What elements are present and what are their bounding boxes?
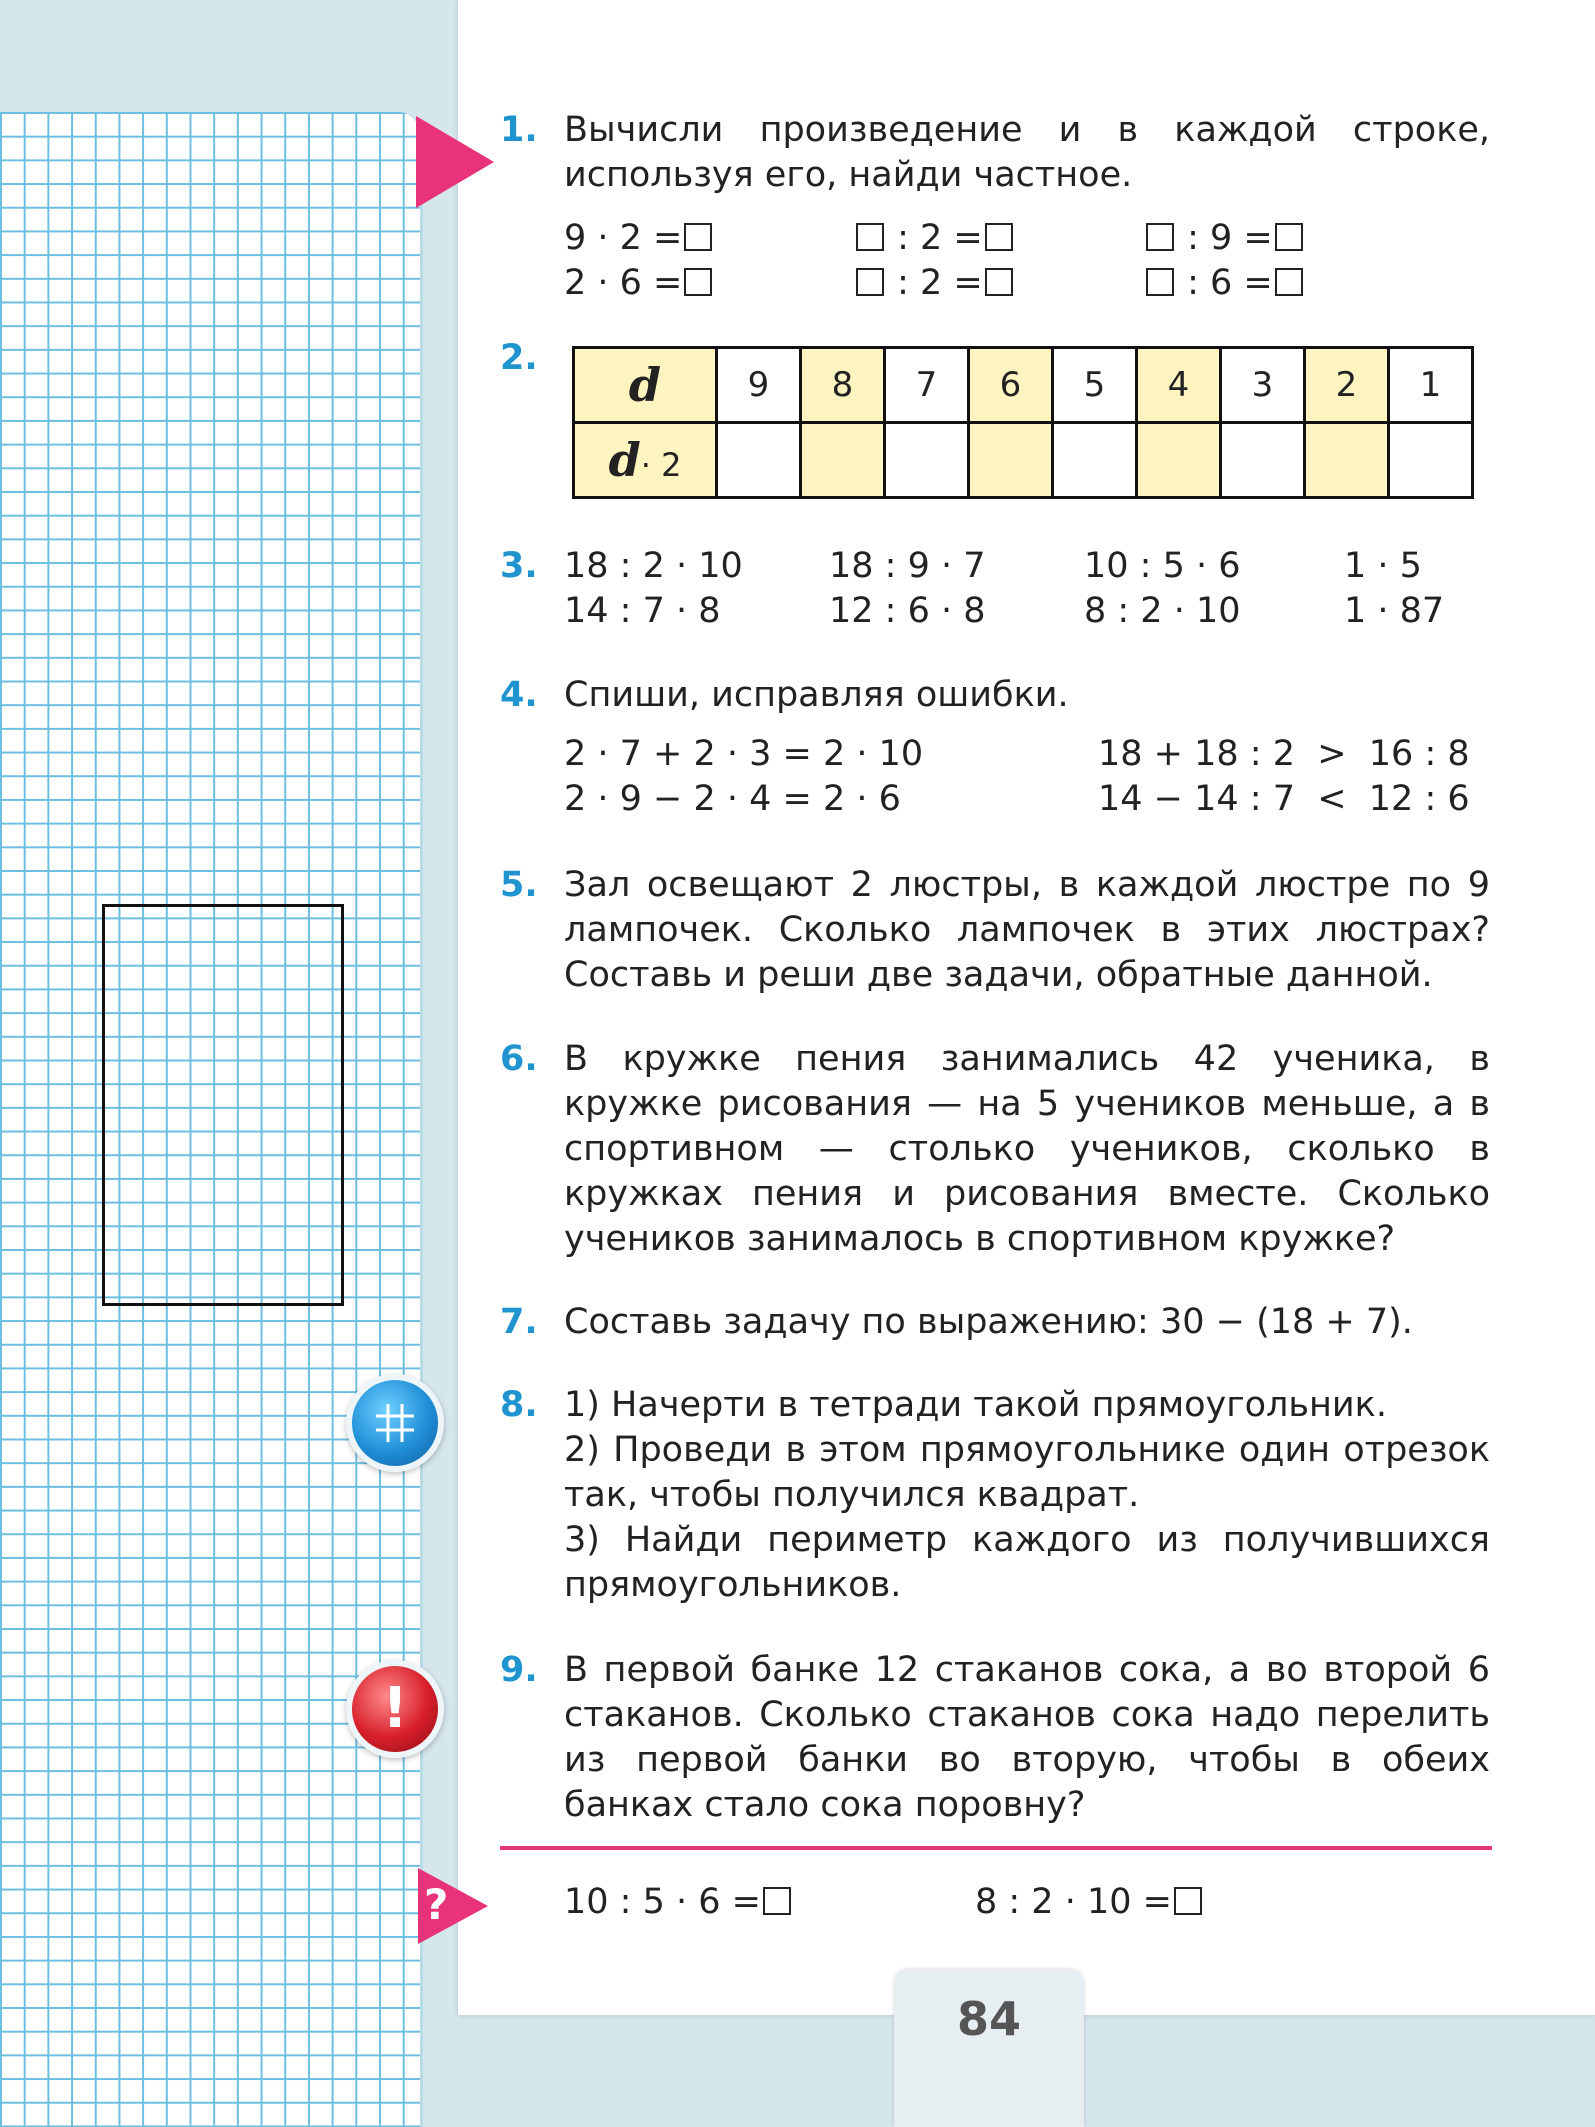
empty-cell bbox=[1389, 423, 1473, 498]
task-1 bbox=[500, 108, 1490, 306]
expression-row bbox=[564, 544, 1490, 589]
equation: 18 + 18 : 2 > 16 : 8 bbox=[1098, 734, 1470, 774]
task-number: 7. bbox=[500, 1302, 538, 1342]
table-cell: 7 bbox=[885, 348, 969, 423]
task-number: 8. bbox=[500, 1385, 538, 1425]
task-9-text: В первой банке 12 стаканов сока, а во второй 6 стаканов. Сколько стаканов сока надо перелить из первой банки во вторую, чтобы в обеих банках стало сока поровну? bbox=[564, 1650, 1490, 1825]
task-4 bbox=[500, 673, 1490, 822]
equation: 14 − 14 : 7 < 12 : 6 bbox=[1098, 779, 1470, 819]
task-4-text: Спиши, исправляя ошибки. bbox=[564, 675, 1069, 715]
task-number: 2. bbox=[500, 338, 538, 378]
equation: : 6 = bbox=[1176, 263, 1273, 303]
empty-cell bbox=[1137, 423, 1221, 498]
expression: 18 : 9 · 7 bbox=[829, 546, 986, 586]
empty-cell bbox=[969, 423, 1053, 498]
task-number: 5. bbox=[500, 865, 538, 905]
answer-box bbox=[1275, 268, 1303, 296]
page-number: 84 bbox=[956, 1992, 1021, 2046]
empty-cell bbox=[801, 423, 885, 498]
answer-box bbox=[1146, 268, 1174, 296]
multiplication-table bbox=[572, 346, 1474, 499]
empty-cell bbox=[1305, 423, 1389, 498]
grid-icon bbox=[346, 1374, 444, 1472]
task-5-text: Зал освещают 2 люстры, в каждой люстре по 9 лампочек. Сколько лампочек в этих люстрах? Составь и реши две задачи, обратные данной. bbox=[564, 865, 1490, 995]
equation-row bbox=[564, 261, 1490, 306]
check-equation bbox=[564, 1882, 793, 1922]
task-5 bbox=[500, 863, 1490, 998]
task-3 bbox=[500, 544, 1490, 634]
equation: 2 · 9 − 2 · 4 = 2 · 6 bbox=[564, 779, 901, 819]
task-number: 3. bbox=[500, 546, 538, 586]
answer-box bbox=[856, 223, 884, 251]
task-number: 4. bbox=[500, 675, 538, 715]
task-1-text: Вычисли произведение и в каждой строке, используя его, найди частное. bbox=[564, 110, 1490, 195]
equation-row bbox=[564, 732, 1490, 777]
empty-cell bbox=[1053, 423, 1137, 498]
answer-box bbox=[1174, 1887, 1202, 1915]
task-number: 6. bbox=[500, 1039, 538, 1079]
task-8-line: 1) Начерти в тетради такой прямоугольник. bbox=[564, 1385, 1387, 1425]
expression: 10 : 5 · 6 bbox=[1084, 546, 1241, 586]
task-8-line: 3) Найди периметр каждого из получившихся прямоугольников. bbox=[564, 1520, 1490, 1605]
task-6-text: В кружке пения занимались 42 ученика, в кружке рисования — на 5 учеников меньше, а в спортивном — столько учеников, сколько в кружках пения и рисования вместе. Сколько учеников занималось в спортивном кружке? bbox=[564, 1039, 1490, 1259]
expression: 1 · 87 bbox=[1344, 591, 1445, 631]
equation: 2 · 7 + 2 · 3 = 2 · 10 bbox=[564, 734, 924, 774]
exclamation-icon: ! bbox=[346, 1660, 444, 1758]
expression: 18 : 2 · 10 bbox=[564, 546, 743, 586]
answer-box bbox=[985, 223, 1013, 251]
table-cell: 5 bbox=[1053, 348, 1137, 423]
task-8-line: 2) Проведи в этом прямоугольнике один отрезок так, чтобы получился квадрат. bbox=[564, 1430, 1490, 1515]
table-row bbox=[574, 348, 1473, 423]
answer-box bbox=[763, 1887, 791, 1915]
table-cell: 1 bbox=[1389, 348, 1473, 423]
equation-row bbox=[564, 216, 1490, 261]
multiplier-label: · 2 bbox=[640, 446, 682, 484]
empty-cell bbox=[717, 423, 801, 498]
answer-box bbox=[1275, 223, 1303, 251]
table-cell: 4 bbox=[1137, 348, 1221, 423]
table-cell: 3 bbox=[1221, 348, 1305, 423]
section-divider bbox=[500, 1846, 1492, 1850]
page-number-tab bbox=[894, 1970, 1084, 2127]
equation: : 2 = bbox=[886, 218, 983, 258]
expression: 8 : 2 · 10 bbox=[1084, 591, 1241, 631]
question-mark-glyph: ? bbox=[424, 1880, 449, 1929]
table-cell: 9 bbox=[717, 348, 801, 423]
empty-cell bbox=[1221, 423, 1305, 498]
equation: 9 · 2 = bbox=[564, 218, 683, 258]
triangle-marker-icon bbox=[416, 116, 494, 208]
expression-row bbox=[564, 589, 1490, 634]
rectangle-drawing bbox=[102, 904, 344, 1306]
answer-box bbox=[684, 268, 712, 296]
equation: 10 : 5 · 6 = bbox=[564, 1882, 761, 1922]
equation: 2 · 6 = bbox=[564, 263, 683, 303]
task-6 bbox=[500, 1037, 1490, 1262]
variable-label: d bbox=[608, 433, 641, 487]
task-7 bbox=[500, 1300, 1490, 1345]
expression: 1 · 5 bbox=[1344, 546, 1422, 586]
table-row bbox=[574, 423, 1473, 498]
answer-box bbox=[1146, 223, 1174, 251]
expression: 14 : 7 · 8 bbox=[564, 591, 721, 631]
equation: : 9 = bbox=[1176, 218, 1273, 258]
table-header-cell bbox=[574, 423, 717, 498]
task-number: 1. bbox=[500, 110, 538, 150]
answer-box bbox=[684, 223, 712, 251]
table-cell: 8 bbox=[801, 348, 885, 423]
answer-box bbox=[985, 268, 1013, 296]
task-7-text: Составь задачу по выражению: 30 − (18 + 7). bbox=[564, 1302, 1413, 1342]
task-number: 9. bbox=[500, 1650, 538, 1690]
expression: 12 : 6 · 8 bbox=[829, 591, 986, 631]
task-9 bbox=[500, 1648, 1490, 1828]
task-8 bbox=[500, 1383, 1490, 1608]
equation: 8 : 2 · 10 = bbox=[975, 1882, 1172, 1922]
empty-cell bbox=[885, 423, 969, 498]
equation-row bbox=[564, 777, 1490, 822]
check-equation bbox=[975, 1882, 1204, 1922]
table-cell: 6 bbox=[969, 348, 1053, 423]
table-cell: 2 bbox=[1305, 348, 1389, 423]
equation: : 2 = bbox=[886, 263, 983, 303]
answer-box bbox=[856, 268, 884, 296]
table-header-cell: d bbox=[574, 348, 717, 423]
